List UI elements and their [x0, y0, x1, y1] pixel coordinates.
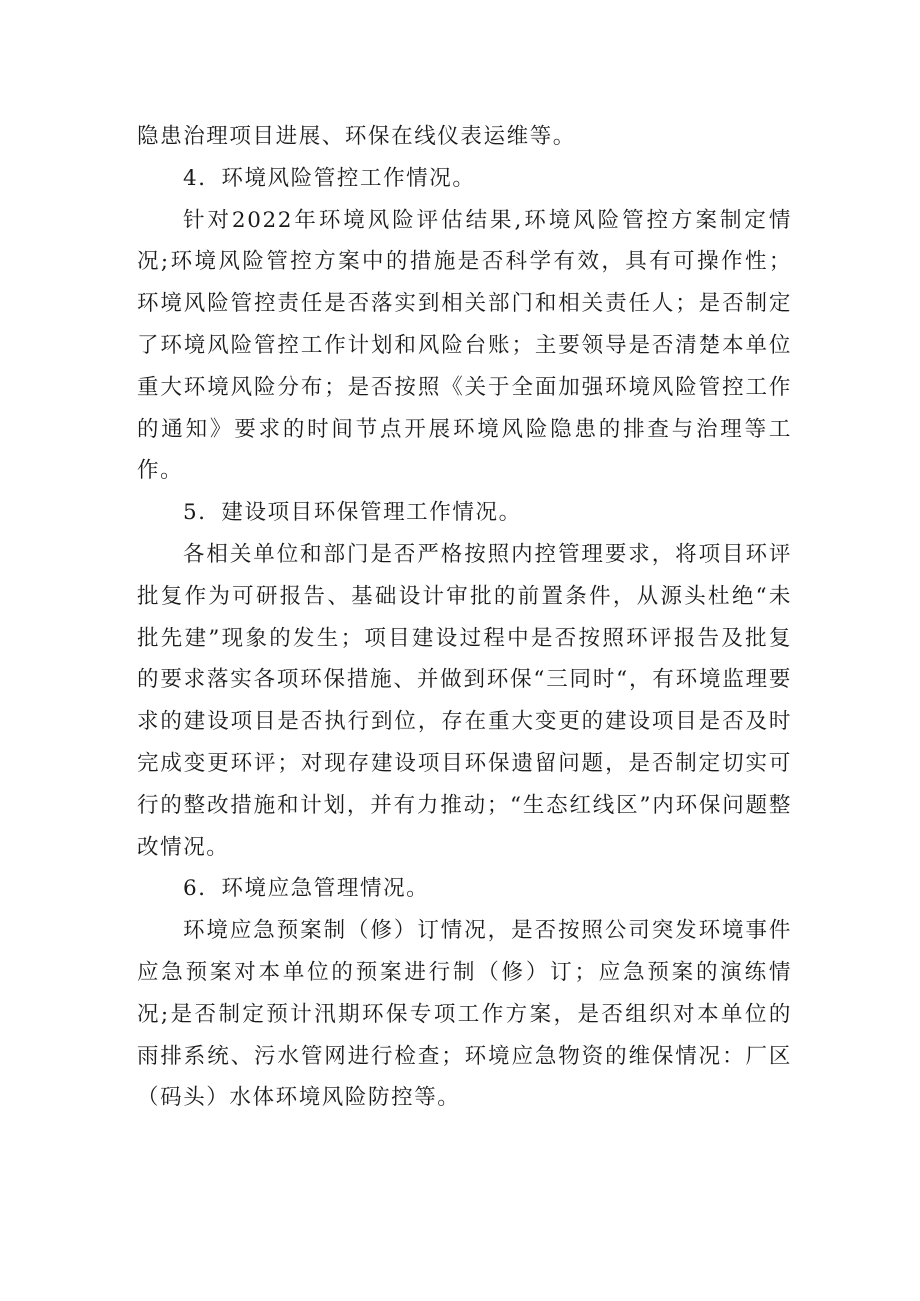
- paragraph-risk-control: 针对2022年环境风险评估结果,环境风险管控方案制定情况;环境风险管控方案中的措施是否科学有效，具有可操作性；环境风险管控责任是否落实到相关部门和相关责任人；是否制定了环境风险管控工作计划和风险台账；主要领导是否清楚本单位重大环境风险分布；是否按照《关于全面加强环境风险管控工作的通知》要求的时间节点开展环境风险隐患的排查与治理等工作。: [137, 207, 792, 484]
- document-body: [137, 116, 792, 1119]
- heading-item-6: 6．环境应急管理情况。: [183, 876, 430, 902]
- heading-item-4: 4．环境风险管控工作情况。: [183, 165, 476, 191]
- paragraph-continuation: 隐患治理项目进展、环保在线仪表运维等。: [137, 124, 576, 149]
- paragraph-construction-projects: 各相关单位和部门是否严格按照内控管理要求，将项目环评批复作为可研报告、基础设计审批的前置条件，从源头杜绝“未批先建”现象的发生；项目建设过程中是否按照环评报告及批复的要求落实各项环保措施、并做到环保“三同时“，有环境监理要求的建设项目是否执行到位，存在重大变更的建设项目是否及时完成变更环评；对现存建设项目环保遗留问题，是否制定切实可行的整改措施和计划，并有力推动；“生态红线区”内环保问题整改情况。: [137, 541, 792, 860]
- paragraph-emergency-management: 环境应急预案制（修）订情况，是否按照公司突发环境事件应急预案对本单位的预案进行制（修）订；应急预案的演练情况;是否制定预计汛期环保专项工作方案，是否组织对本单位的雨排系统、污水管网进行检查；环境应急物资的维保情况：厂区（码头）水体环境风险防控等。: [137, 918, 792, 1111]
- heading-item-5: 5．建设项目环保管理工作情况。: [183, 500, 522, 526]
